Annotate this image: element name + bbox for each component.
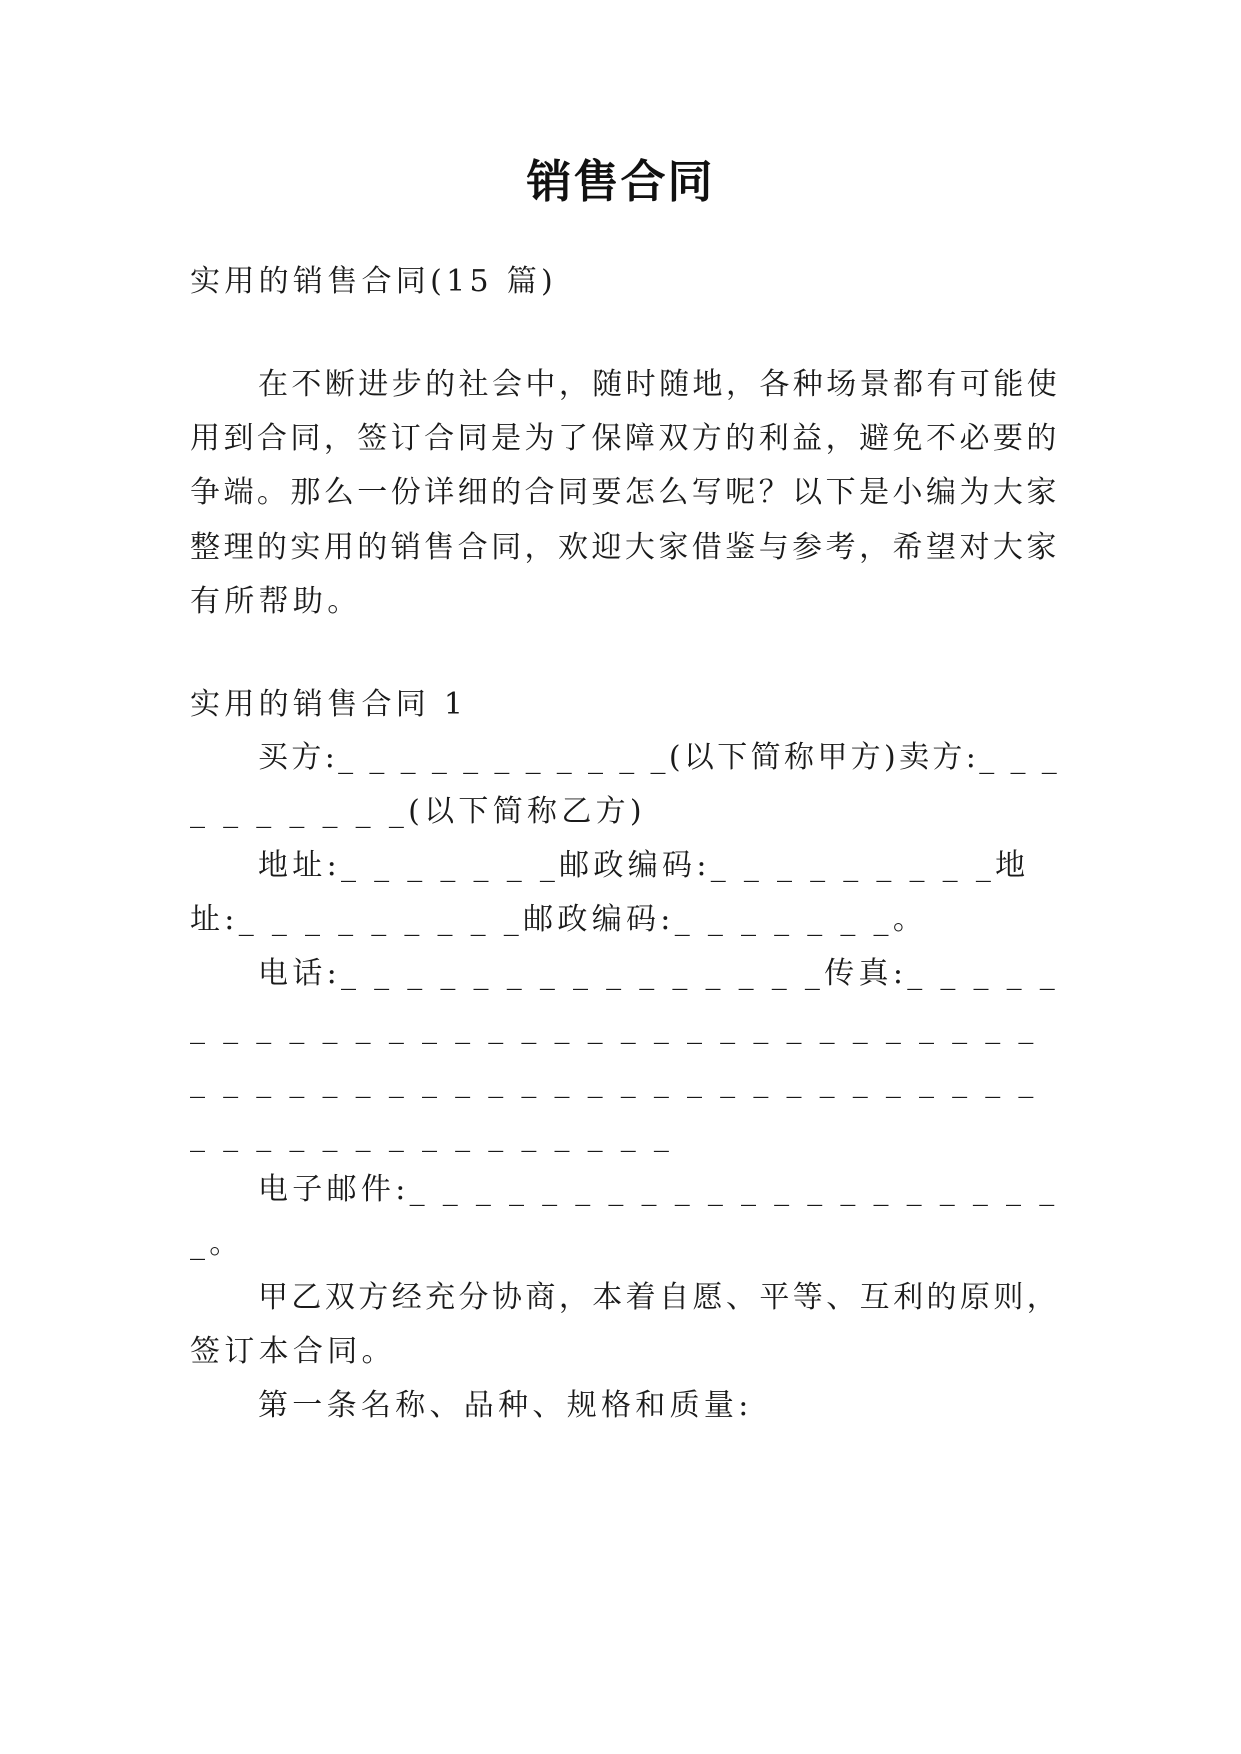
section-heading: 实用的销售合同 1: [190, 687, 468, 722]
body-line: _ _ _ _ _ _ _ _ _ _ _ _ _ _ _ _ _ _ _ _ _ _ _ _ _ _: [190, 1010, 1038, 1045]
body-line: 签订本合同。: [190, 1334, 396, 1369]
intro-line: 整理的实用的销售合同，欢迎大家借鉴与参考，希望对大家: [190, 530, 1060, 565]
body-line: 甲乙双方经充分协商，本着自愿、平等、互利的原则，: [258, 1280, 1061, 1315]
document-title: 销售合同: [526, 155, 715, 208]
intro-line: 争端。那么一份详细的合同要怎么写呢？以下是小编为大家: [190, 475, 1060, 510]
body-line: 电话:_ _ _ _ _ _ _ _ _ _ _ _ _ _ _传真:_ _ _ _ _: [258, 956, 1060, 991]
intro-line: 有所帮助。: [190, 584, 362, 619]
document-subtitle: 实用的销售合同(15 篇): [190, 264, 558, 299]
body-line: 址:_ _ _ _ _ _ _ _ _邮政编码:_ _ _ _ _ _ _。: [190, 902, 928, 937]
body-line: 第一条名称、品种、规格和质量:: [258, 1388, 753, 1423]
body-line: 电子邮件:_ _ _ _ _ _ _ _ _ _ _ _ _ _ _ _ _ _ _ _: [258, 1172, 1059, 1207]
intro-line: 在不断进步的社会中，随时随地，各种场景都有可能使: [258, 367, 1061, 402]
body-line: _。: [190, 1226, 244, 1261]
body-line: _ _ _ _ _ _ _ _ _ _ _ _ _ _ _ _ _ _ _ _ _ _ _ _ _ _: [190, 1064, 1038, 1099]
body-line: 买方:_ _ _ _ _ _ _ _ _ _ _(以下简称甲方)卖方:_ _ _: [258, 740, 1061, 775]
intro-line: 用到合同，签订合同是为了保障双方的利益，避免不必要的: [190, 421, 1060, 456]
body-line: _ _ _ _ _ _ _(以下简称乙方): [190, 794, 646, 829]
body-line: 地址:_ _ _ _ _ _ _邮政编码:_ _ _ _ _ _ _ _ _地: [258, 848, 1030, 883]
body-line: _ _ _ _ _ _ _ _ _ _ _ _ _ _ _: [190, 1118, 674, 1153]
